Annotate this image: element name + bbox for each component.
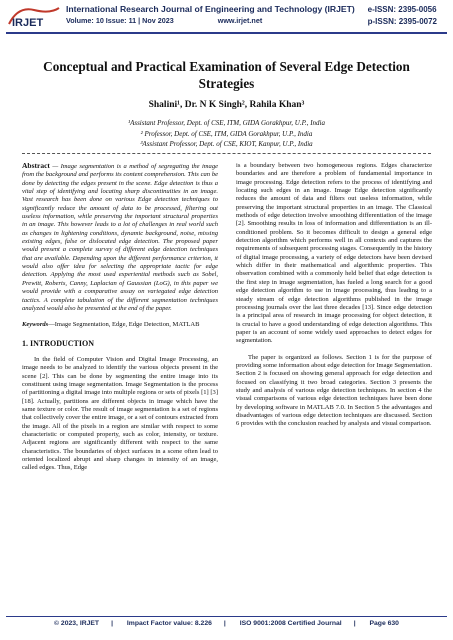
journal-info — [66, 16, 262, 25]
footer-iso: ISO 9001:2008 Certified Journal — [239, 620, 342, 627]
keywords-text: —Image Segmentation, Edge, Edge Detection, MATLAB — [48, 321, 200, 329]
keywords — [22, 321, 218, 329]
affiliations — [0, 118, 453, 150]
logo-text: IRJET — [12, 17, 44, 29]
page-footer: © 2023, IRJET | Impact Factor value: 8.226 | ISO 9001:2008 Certified Journal | Page 630 — [54, 620, 399, 627]
right-column — [236, 162, 432, 429]
affiliation-3: ³Assistant Professor, Dept. of CSE, KIOT, Kanpur, U.P., India — [140, 140, 313, 148]
paper-title: Conceptual and Practical Examination of Several Edge Detection Strategies — [43, 59, 410, 91]
section-heading-introduction: 1. INTRODUCTION — [22, 338, 95, 348]
intro-paragraph-left: In the field of Computer Vision and Digital Image Processing, an image needs to be analyzed to identify the various objects present in the scene [2]. This can be done by segmenting the entire image into its constituent using image segmentation. Image Segmentation is the process of partitioning a digital image into multiple regions or sets of pixels [1] [3] [18]. Actually, partitions are different objects in image which have the same texture or color. The result of image segmentation is a set of regions that collectively cover the entire image, or a set of contours extracted from the image. All of the pixels in a region are similar with respect to some characteristic or computed property, such as color, intensity, or texture. Adjacent regions are significantly different with respect to the same characteristics. The boundaries of object surfaces in a scene often lead to oriented localized abrupt and sharp changes in intensity of an image, called edges. Thus, Edge — [22, 355, 218, 472]
section-divider — [22, 153, 431, 154]
left-column — [22, 162, 218, 473]
intro-paragraph-right: is a boundary between two homogeneous regions. Edges characterize boundaries and are therefore a problem of fundamental importance in image processing. Edge detection refers to the process of identifying and locating such edges in an image. Image Edge detection significantly reduces the amount of data and filters out useless information, while preserving the important structural properties in an image. The Classical methods of edge detection involve smoothing differentiation of the image [2]. Smoothing results in loss of information and differentiation is an ill-conditioned problem. So it becomes difficult to design a general edge detection algorithm which performs well in all contexts and captures the requirements of subsequent processing stages. Consequently in the history of digital image processing, a variety of edge detectors have been devised which differ in their mathematical and algorithmic properties. This observation combined with a commonly held belief that edge detection is the first step in image segmentation, has fueled a long search for a good edge detection algorithm to use in image processing, thus leading to a steady stream of edge detection algorithms published in the image processing journals over the last three decades [13]. Since edge detection is a principal area of research in image processing for object detection, it is crucial to have a good understanding of edge detection algorithms. This paper is an account of some widely used approaches to detect edges for segmentation. — [236, 162, 432, 345]
abstract-text: — Image segmentation is a method of segregating the image from the background and performs its content comprehension. This can be done by detecting the edges present in the scene. Edge detection is thus a vital step of identifying and locating sharp discontinuities in an image. Vast research has been done on various Edge detection techniques to significantly reduce the amount of data to be processed, filtering out useless information, while preserving the important structural properties in an image. This however leads to a lot of challenges in real world such as changes in lightening conditions, dynamic background, noise, missing existing edges, false or dislocated edge detection. The proposed paper would present a complete survey of different edge detection techniques that are available. Depending upon the different performance criterion, it would also offer idea for selecting the appropriate tactic for edge detection. Applying the most used experiential methods such as Sobel, Prewitt, Roberts, Canny, Laplacian of Gaussian (LoG), in this paper we would provide with a comparative assay on variegated edge detection tactics. A complete tabulation of the different segmentation techniques analyzed would also be presented at the end of the paper. — [22, 163, 218, 312]
footer-impact-factor: Impact Factor value: 8.226 — [126, 620, 212, 627]
outline-paragraph: The paper is organized as follows. Section 1 is for the purpose of providing some information about edge detection for Image Segmentation. Section 2 is focused on showing general approach for edge detection and focused on classifying it two broad categories. Section 3 presents the study and analysis of various edge detection techniques. In section 4 the visual comparisons of various edge detection techniques have been done by developing software in MATLAB 7.0. In Section 5 the advantages and disadvantages of various edge detection techniques are discussed. Section 6 provides with the conclusion reached by analysis and visual comparison. — [236, 353, 432, 428]
abstract-label: Abstract — [22, 161, 50, 170]
volume-issue: Volume: 10 Issue: 11 | Nov 2023 — [66, 16, 174, 25]
abstract — [22, 162, 218, 313]
footer-copyright: © 2023, IRJET — [54, 620, 100, 627]
keywords-label: Keywords — [22, 321, 49, 329]
journal-website[interactable]: www.irjet.net — [217, 16, 263, 25]
footer-rule — [6, 616, 447, 617]
footer-page-number: Page 630 — [369, 620, 399, 627]
eissn: e-ISSN: 2395-0056 — [367, 5, 437, 14]
journal-name: International Research Journal of Engineering and Technology (IRJET) — [66, 4, 355, 14]
issn-block — [368, 4, 437, 28]
affiliation-2: ² Professor, Dept. of CSE, ITM, GIDA Gorakhpur, U.P., India — [140, 129, 313, 138]
paper-authors: Shalini¹, Dr. N K Singh², Rahila Khan³ — [148, 100, 305, 110]
journal-header — [0, 0, 453, 46]
affiliation-1: ¹Assistant Professor, Dept. of CSE, ITM, GIDA Gorakhpur, U.P., India — [127, 119, 325, 127]
irjet-logo — [6, 4, 62, 30]
header-rule — [6, 32, 447, 34]
pissn: p-ISSN: 2395-0072 — [367, 17, 437, 26]
